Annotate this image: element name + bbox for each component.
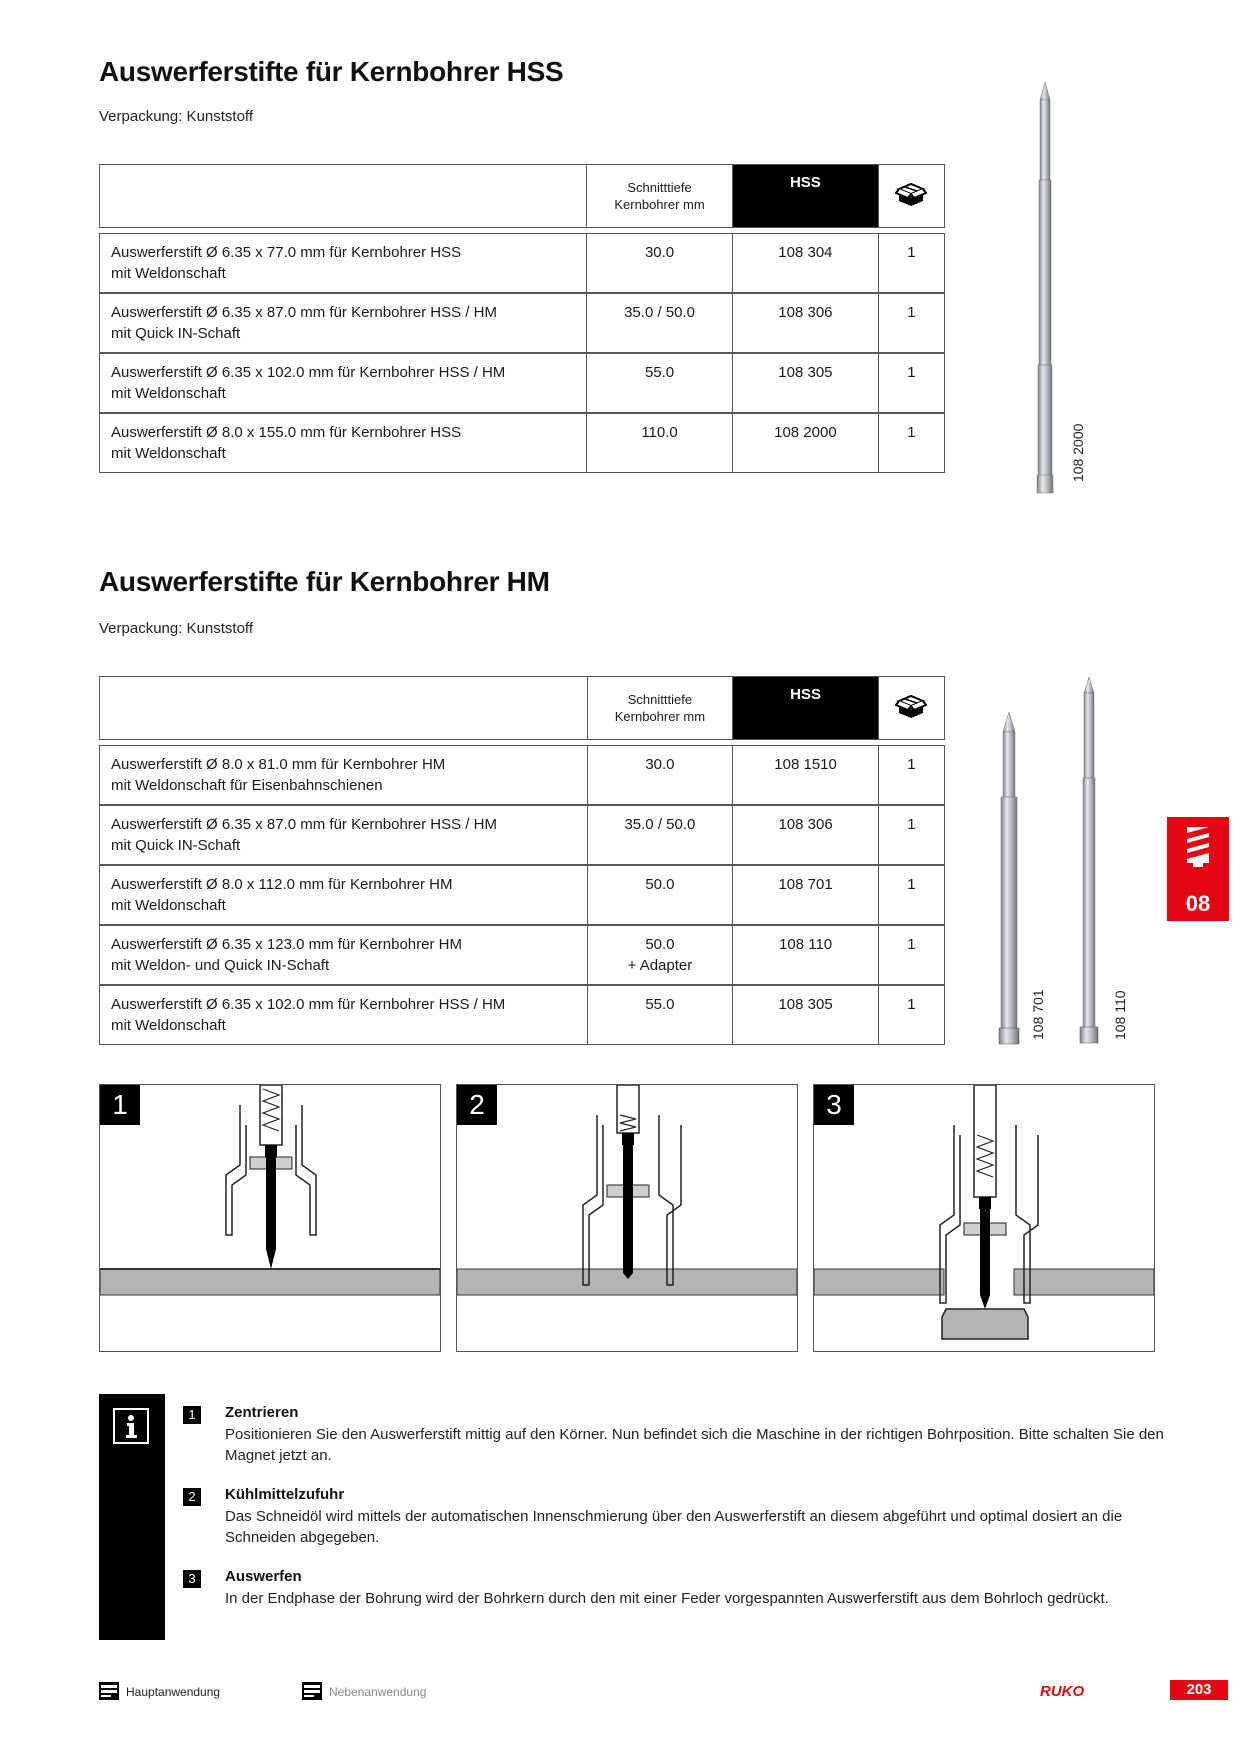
drilling-illustration xyxy=(457,1085,797,1351)
step-title: Auswerfen xyxy=(225,1568,302,1585)
panel-number: 3 xyxy=(814,1085,854,1125)
header-depth: Schnitttiefe Kernbohrer mm xyxy=(587,164,733,228)
ejector-pin-image xyxy=(1074,675,1104,1050)
table-row: Auswerferstift Ø 6.35 x 102.0 mm für Kernbohrer HSS / HM mit Weldonschaft 55.0 108 305 1 xyxy=(99,353,945,413)
main-use-label: Hauptanwendung xyxy=(126,1685,221,1699)
panel-number: 2 xyxy=(457,1085,497,1125)
header-empty xyxy=(99,676,588,740)
brand-logo: RUKO xyxy=(1040,1683,1085,1700)
step-text: Positionieren Sie den Auswerferstift mittig auf den Körner. Nun befindet sich die Maschine in der richtigen Bohrposition. Bitte schalten Sie den Magnet jetzt an. xyxy=(225,1426,1164,1464)
step-number: 1 xyxy=(183,1406,201,1424)
info-icon xyxy=(113,1408,149,1444)
step-number: 3 xyxy=(183,1570,201,1588)
info-bar xyxy=(99,1394,165,1640)
image-label: 108 701 xyxy=(1030,989,1046,1040)
step-panel-3 xyxy=(813,1084,1155,1352)
side-use-label: Nebenanwendung xyxy=(329,1685,427,1699)
product-table-hm xyxy=(99,676,945,1045)
step-title: Zentrieren xyxy=(225,1404,299,1421)
ejector-pin-image xyxy=(994,710,1024,1050)
step-text: Das Schneidöl wird mittels der automatischen Innenschmierung über den Auswerferstift an diesem abgeführt und optimal dosiert an die Schneiden abgegeben. xyxy=(225,1508,1123,1546)
table-row: Auswerferstift Ø 6.35 x 102.0 mm für Kernbohrer HSS / HM mit Weldonschaft 55.0 108 305 1 xyxy=(99,985,945,1045)
table-row: Auswerferstift Ø 6.35 x 87.0 mm für Kernbohrer HSS / HM mit Quick IN-Schaft 35.0 / 50.0 108 306 1 xyxy=(99,293,945,353)
drilling-illustration xyxy=(100,1085,440,1351)
table-row: Auswerferstift Ø 8.0 x 112.0 mm für Kernbohrer HM mit Weldonschaft 50.0 108 701 1 xyxy=(99,865,945,925)
step-text: In der Endphase der Bohrung wird der Bohrkern durch den mit einer Feder vorgespannten Auswerferstift aus dem Bohrloch gedrückt. xyxy=(225,1590,1109,1607)
box-icon xyxy=(879,676,945,740)
step-number: 2 xyxy=(183,1488,201,1506)
core-drill-icon xyxy=(1183,825,1213,869)
header-material: HSS xyxy=(733,164,879,228)
step-title: Kühlmittelzufuhr xyxy=(225,1486,345,1503)
product-table-hss xyxy=(99,164,945,473)
side-use-icon xyxy=(302,1682,322,1700)
section-title-hm: Auswerferstifte für Kernbohrer HM xyxy=(99,566,550,597)
table-row: Auswerferstift Ø 6.35 x 77.0 mm für Kernbohrer HSS mit Weldonschaft 30.0 108 304 1 xyxy=(99,233,945,293)
main-use-icon xyxy=(99,1682,119,1700)
image-label: 108 110 xyxy=(1112,990,1128,1040)
chapter-tab xyxy=(1167,817,1229,921)
packaging-note: Verpackung: Kunststoff xyxy=(99,108,253,125)
header-material: HSS xyxy=(733,676,879,740)
table-row: Auswerferstift Ø 6.35 x 123.0 mm für Kernbohrer HM mit Weldon- und Quick IN-Schaft 50.0 + Adapter 108 110 1 xyxy=(99,925,945,985)
table-row: Auswerferstift Ø 8.0 x 155.0 mm für Kernbohrer HSS mit Weldonschaft 110.0 108 2000 1 xyxy=(99,413,945,473)
panel-number: 1 xyxy=(100,1085,140,1125)
section-title-hss: Auswerferstifte für Kernbohrer HSS xyxy=(99,56,564,87)
box-icon xyxy=(879,164,945,228)
table-row: Auswerferstift Ø 6.35 x 87.0 mm für Kernbohrer HSS / HM mit Quick IN-Schaft 35.0 / 50.0 108 306 1 xyxy=(99,805,945,865)
header-depth: Schnitttiefe Kernbohrer mm xyxy=(588,676,734,740)
step-panel-1 xyxy=(99,1084,441,1352)
drilling-illustration xyxy=(814,1085,1154,1351)
header-empty xyxy=(99,164,587,228)
page-number: 203 xyxy=(1170,1680,1228,1700)
step-panel-2 xyxy=(456,1084,798,1352)
ejector-pin-image xyxy=(1030,80,1060,500)
image-label: 108 2000 xyxy=(1070,423,1086,482)
chapter-number: 08 xyxy=(1185,891,1211,916)
packaging-note: Verpackung: Kunststoff xyxy=(99,620,253,637)
table-row: Auswerferstift Ø 8.0 x 81.0 mm für Kernbohrer HM mit Weldonschaft für Eisenbahnschienen 30.0 108 1510 1 xyxy=(99,745,945,805)
